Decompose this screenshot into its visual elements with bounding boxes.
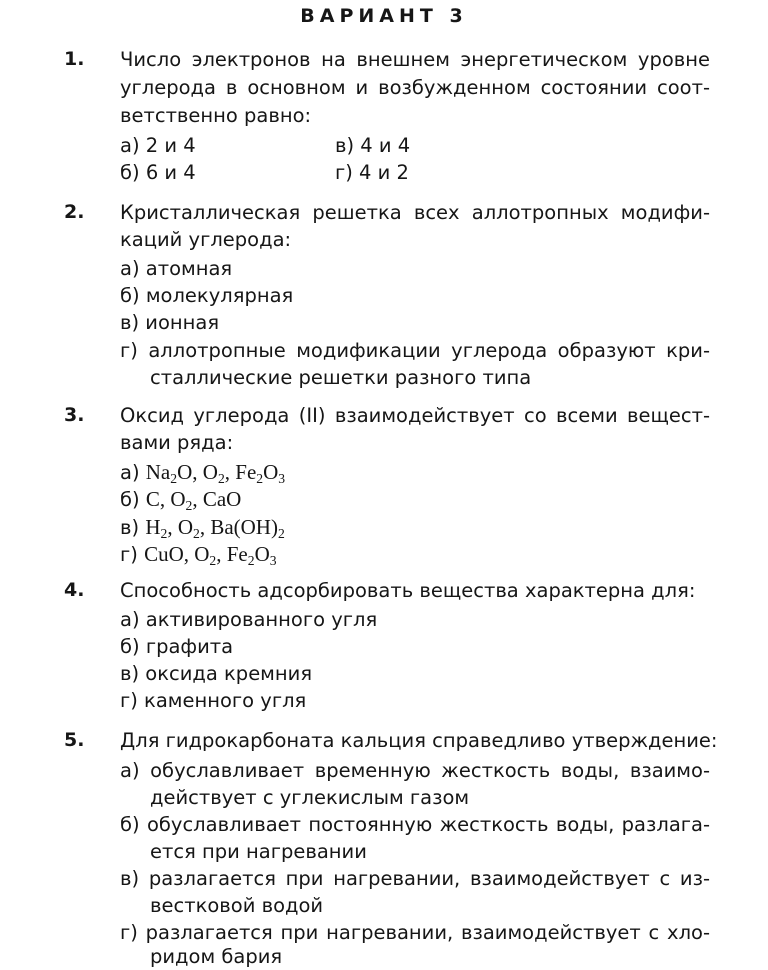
answer-option-g [120, 541, 710, 567]
answer-option-g: г) аллотропные модификации углерода образуют кри- [120, 339, 710, 362]
option-letter: г) [120, 543, 145, 566]
answer-option-b: б) 6 и 4 [120, 161, 196, 184]
formula: CuO, $O_2$, $Fe_2O_3$ [144, 542, 277, 568]
option-letter: а) [120, 461, 146, 484]
answer-option-g-continued: сталлические решетки разного типа [150, 366, 532, 389]
answer-option-v: в) разлагается при нагревании, взаимодействует с из- [120, 867, 710, 890]
question-text: Кристаллическая решетка всех аллотропных модифи- [120, 201, 710, 224]
question-text: углерода в основном и возбужденном состоянии соот- [120, 76, 710, 99]
question-number: 1. [64, 48, 85, 70]
answer-option-g: г) разлагается при нагревании, взаимодействует с хло- [120, 921, 710, 944]
answer-option-b: б) обуславливает постоянную жесткость воды, разлага- [120, 813, 710, 836]
answer-option-v-continued: вестковой водой [150, 894, 324, 917]
answer-option-v: в) оксида кремния [120, 662, 313, 685]
question-text: Число электронов на внешнем энергетическом уровне [120, 48, 710, 71]
answer-option-g-continued: ридом бария [150, 945, 283, 968]
answer-option-b-continued: ется при нагревании [150, 840, 367, 863]
question-number: 4. [64, 579, 85, 601]
formula: $Na_2O$, $O_2$, $Fe_2O_3$ [145, 460, 286, 486]
question-number: 2. [64, 201, 85, 223]
option-letter: в) [120, 516, 146, 539]
answer-option-a [120, 459, 710, 485]
answer-option-a: а) 2 и 4 [120, 134, 196, 157]
formula: C, $O_2$, CaO [145, 487, 242, 513]
question-text: Оксид углерода (II) взаимодействует со всеми вещест- [120, 404, 710, 427]
question-text: Способность адсорбировать вещества характерна для: [120, 579, 696, 602]
answer-option-b: б) молекулярная [120, 284, 294, 307]
answer-option-g: г) 4 и 2 [335, 161, 409, 184]
variant-title: ВАРИАНТ 3 [300, 5, 468, 27]
answer-option-a: а) обуславливает временную жесткость воды, взаимо- [120, 759, 710, 782]
answer-option-b: б) графита [120, 635, 234, 658]
answer-option-b [120, 486, 710, 512]
question-text: каций углерода: [120, 228, 292, 251]
answer-option-v: в) ионная [120, 311, 220, 334]
answer-option-a-continued: действует с углекислым газом [150, 786, 470, 809]
answer-option-a: а) активированного угля [120, 608, 378, 631]
answer-option-v [120, 514, 710, 540]
question-number: 3. [64, 404, 85, 426]
answer-option-v: в) 4 и 4 [335, 134, 411, 157]
question-text: Для гидрокарбоната кальция справедливо утверждение: [120, 729, 718, 752]
formula: $H_2$, $O_2$, $Ba(OH)_2$ [145, 515, 285, 541]
question-text: вами ряда: [120, 431, 234, 454]
option-letter: б) [120, 488, 146, 511]
answer-option-g: г) каменного угля [120, 689, 307, 712]
answer-option-a: а) атомная [120, 257, 233, 280]
question-number: 5. [64, 729, 85, 751]
question-text: ветственно равно: [120, 104, 312, 127]
